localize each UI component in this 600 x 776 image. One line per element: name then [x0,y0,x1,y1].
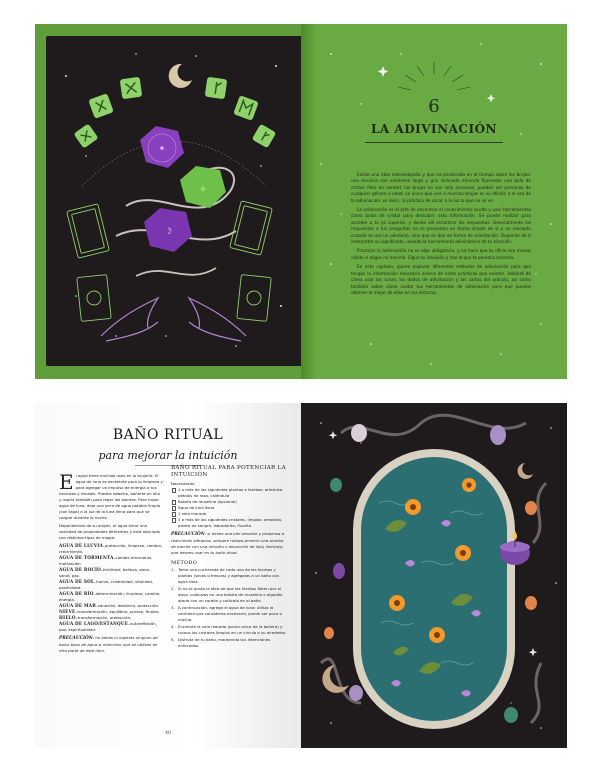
paragraph: Practicar la adivinación no es algo obligatorio, y no hace que tu oficio sea menos válido si eliges no hacerlo. Sigue tu intuición y haz lo que te parezca correcto. [351,248,531,260]
chapter-intro-text [351,172,531,299]
list-item: 4. Enciende la vela morada (ponla cerca de la bañera) y coloca los cristales limpios en un círculo a su alrededor. [171,623,287,635]
title-rule [365,142,503,143]
list-item: NIEVE–transformación, equilibrio, pureza, finales. [59,609,160,614]
star-icon [329,431,337,439]
list-item: AGUA DE ROCÍO–fertilidad, belleza, amor, salud, paz. [59,567,151,578]
chapter-title: LA ADIVINACIÓN [370,122,498,136]
top-right-page [301,24,567,379]
list-item: HIELO–transformación, protección. [59,615,132,620]
bottom-left-page [35,403,301,748]
sunburst-ornament [398,62,470,90]
star-icon [529,648,537,656]
star-icon [378,66,389,77]
list-item: Bolsita de muselina (opcional) [171,499,287,505]
method-heading: MÉTODO [171,559,198,566]
intro-paragraph: El agua tiene muchos usos en la brujería. El agua de luna es excelente para la limpieza y para agregar un impulso de energía a tus hechizos y rituales. Puedes beberla, bañarte en ella y usarla también para regar las plantas. Para hacer agua de luna, deja una jarra de agua potable limpia (con tapa) a la luz de la luna llena para que se cargue durante la noche. [59,470,163,520]
intro-paragraph-2: Dependiendo de su origen, el agua tiene una variedad de propiedades diferentes y está asociada con distintos tipos de magia: [59,523,160,540]
svg-text:✶: ✶ [158,144,166,153]
svg-text:☽: ☽ [163,227,173,237]
needs-label: Necesitarás: [171,480,196,486]
list-item: AGUA DE SOL–fuerza, creatividad, vitalidad, positividad. [59,579,154,590]
list-item: 1 o más de las siguientes plantas o hierbas: artemisa, pétalos de rosa, caléndula [171,487,287,499]
list-item: 1 o más de los siguientes cristales, limpios: amatista, piedra de sangre, labradorita, fluorita [171,517,287,529]
paragraph: En este capítulo, quiero explorar diferentes métodos de adivinación para que tengas la información necesaria acerca de estas prácticas que existen. Hablaré de cómo usar las runas, los dados de adivinación y las cartas del oráculo, así como también sobre cómo cuidar tus herramientas de adivinación para que puedas obtener lo mejor de ellas en tus lecturas. [351,264,531,295]
ritual-bath-illustration [301,403,567,748]
divination-illustration-panel [46,36,301,366]
caution-note: PRECAUCIÓN: si tienes una piel sensible y propensa a reacciones alérgicas, siempre realiza primero una prueba de parche con una infusión o decocción de la(s) hierba(s) que desees usar en tu baño ritual. [171,530,285,555]
list-item: AGUA DE LLUVIA–protección, limpieza, cambio, crecimiento. [59,543,163,554]
list-item: 2. Si no te gusta la idea de que las hierbas floten por el agua, colócalas en una bolsita de muselina o algodón atada con un cordón y colócala en el baño. [171,585,283,603]
list-item: AGUA DE MAR–sanación, destierro, protección. [59,603,160,608]
bath-water [361,457,507,721]
list-item: 1. Tome una cucharada de cada una de las hierbas y plantas (secas o frescas) y agrégalas a un baño con agua tibia. [171,566,280,584]
water-type-list [59,543,163,633]
list-item: 5. Disfruta de tu baño, mantenido tus intenciones enfocadas. [171,636,271,648]
top-left-page [35,24,301,379]
list-item: AGUA DE RÍO–determinación, limpieza, cambio, energía. [59,591,161,602]
recipe-column [171,465,287,650]
page-subtitle: para mejorar la intuición [98,449,238,462]
open-hands-icon [101,298,246,341]
ingredient-list [171,487,287,529]
list-item: Agua de luna llena [171,505,287,511]
dropcap: E [59,470,74,494]
list-item: 3. A continuación, agrega el agua de luna: utiliza la cantidad que consideres necesaria, puede ser poca o mucha. [171,604,282,622]
crescent-moon-icon [169,64,192,88]
divination-illustration [46,36,301,366]
method-steps [171,567,287,649]
paragraph: La adivinación es el arte de encontrar el conocimiento oculto y usar herramientas como bolas de cristal para descubrir esta información. Se puede realizar para acceder a tu yo superior, y desde allí encontrar las respuestas. Generalmente las respuestas a tus preguntas no se presentan en forma simple de sí o no (excepto cuando se usa un péndulo), sino que se dan en forma de orientación. Depende de ti interpretar su significado, usando la herramienta adivinatoria de tu elección. [351,207,531,245]
recipe-title: BAÑO RITUAL PARA POTENCIAR LA INTUICIÓN [171,465,286,478]
bottom-right-page [301,403,567,748]
paragraph: Existe una idea estereotipada y que ha perdurado en el tiempo sobre las brujas: una anciana con sombrero largo y gris inclinada mirando fijamente una bola de cristal. Pero en verdad, las brujas no son solo ancianas; pueden ser personas de cualquier género o edad. Lo único que une a muchas brujas es su afición a el uso de la adivinación: es decir, la práctica de sacar a la luz lo que no se ve. [351,172,531,203]
divination-dice [140,126,226,252]
list-item: AGUA DE LAGO/ESTANQUE–autoreflexión, paz, espiritualidad. [59,621,158,632]
page-title: BAÑO RITUAL [112,427,224,443]
bottom-spread [35,403,567,748]
list-item: AGUA DE TORMENTA–cambio emocional, motivación. [59,555,153,566]
caution-note: PRECAUCIÓN: no bebas ni ingieras ninguno de estos tipos de agua si menciono que se utilizan en otra parte de este libro. [59,635,158,653]
crescent-moon-icon [518,463,533,479]
chapter-number: 6 [428,96,440,117]
top-spread [35,24,567,379]
page-number: 40 [165,731,171,736]
svg-text:✧: ✧ [199,185,207,195]
water-types-column [59,470,163,656]
list-item: 1 vela morada [171,511,287,517]
